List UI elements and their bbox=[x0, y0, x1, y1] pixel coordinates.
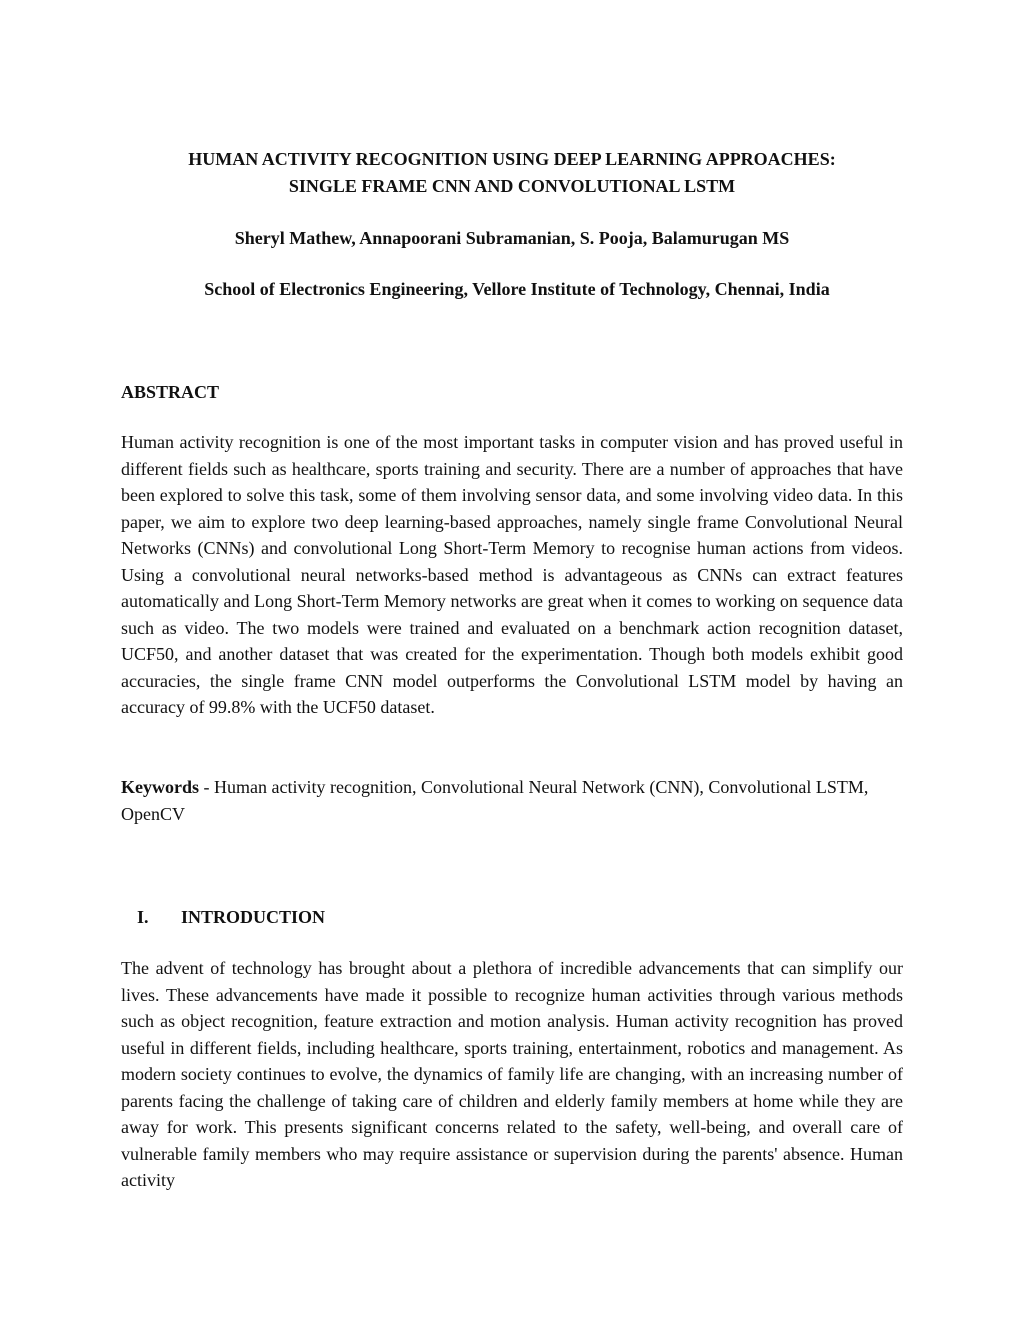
keywords-paragraph bbox=[121, 774, 903, 828]
section-title: INTRODUCTION bbox=[181, 907, 326, 927]
keywords-label: Keywords bbox=[121, 777, 199, 797]
author-list: Sheryl Mathew, Annapoorani Subramanian, S. Pooja, Balamurugan MS bbox=[234, 228, 790, 248]
introduction-heading bbox=[137, 905, 325, 929]
abstract-text: Human activity recognition is one of the most important tasks in computer vision and has proved useful in different fields such as healthcare, sports training and security. There are a number of approaches that have been explored to solve this task, some of them involving sensor data, and some involving video data. In this paper, we aim to explore two deep learning-based approaches, namely single frame Convolutional Neural Networks (CNNs) and convolutional Long Short-Term Memory to recognise human actions from videos. Using a convolutional neural networks-based method is advantageous as CNNs can extract features automatically and Long Short-Term Memory networks are great when it comes to working on sequence data such as video. The two models were trained and evaluated on a benchmark action recognition dataset, UCF50, and another dataset that was created for the experimentation. Though both models exhibit good accuracies, the single frame CNN model outperforms the Convolutional LSTM model by having an accuracy of 99.8% with the UCF50 dataset. bbox=[121, 432, 903, 717]
paper-title-line-1: HUMAN ACTIVITY RECOGNITION USING DEEP LEARNING APPROACHES: bbox=[188, 149, 836, 169]
keywords-text: - Human activity recognition, Convolutional Neural Network (CNN), Convolutional LSTM, OpenCV bbox=[121, 777, 869, 824]
author-affiliation: School of Electronics Engineering, Vellore Institute of Technology, Chennai, India bbox=[204, 279, 830, 299]
section-number: I. bbox=[137, 907, 149, 927]
introduction-text: The advent of technology has brought about a plethora of incredible advancements that can simplify our lives. These advancements have made it possible to recognize human activities through various methods such as object recognition, feature extraction and motion analysis. Human activity recognition has proved useful in different fields, including healthcare, sports training, entertainment, robotics and management. As modern society continues to evolve, the dynamics of family life are changing, with an increasing number of parents facing the challenge of taking care of children and elderly family members at home while they are away for work. This presents significant concerns related to the safety, well-being, and overall care of vulnerable family members who may require assistance or supervision during the parents' absence. Human activity bbox=[121, 958, 903, 1190]
paper-title-line-2: SINGLE FRAME CNN AND CONVOLUTIONAL LSTM bbox=[288, 176, 736, 196]
abstract-heading: ABSTRACT bbox=[121, 382, 220, 402]
paper-title bbox=[0, 146, 1024, 200]
